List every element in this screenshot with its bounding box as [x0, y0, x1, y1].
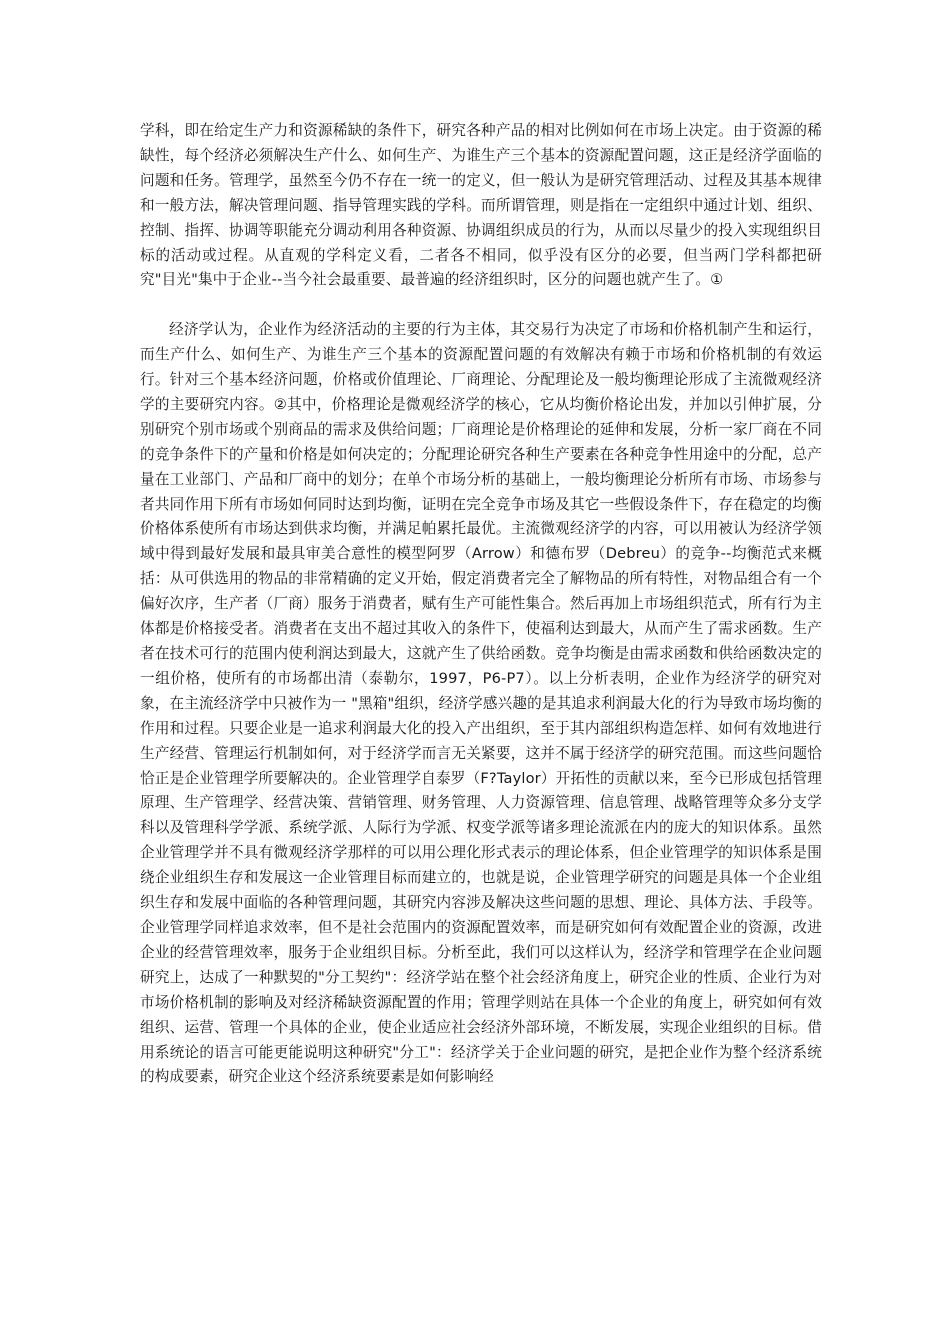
body-paragraph: 学科，即在给定生产力和资源稀缺的条件下，研究各种产品的相对比例如何在市场上决定。由于资源的稀缺性，每个经济必须解决生产什么、如何生产、为谁生产三个基本的资源配置问题，这正是经济学面临的问题和任务。管理学，虽然至今仍不存在一统一的定义，但一般认为是研究管理活动、过程及其基本规律和一般方法，解决管理问题、指导管理实践的学科。而所谓管理，则是指在一定组织中通过计划、组织、控制、指挥、协调等职能充分调动利用各种资源、协调组织成员的行为，从而以尽量少的投入实现组织目标的活动或过程。从直观的学科定义看，二者各不相同，似乎没有区分的必要，但当两门学科都把研究"目光"集中于企业--当今社会最重要、最普遍的经济组织时，区分的问题也就产生了。① [140, 122, 822, 289]
body-paragraph: 经济学认为，企业作为经济活动的主要的行为主体，其交易行为决定了市场和价格机制产生和运行，而生产什么、如何生产、为谁生产三个基本的资源配置问题的有效解决有赖于市场和价格机制的有效运行。针对三个基本经济问题，价格或价值理论、厂商理论、分配理论及一般均衡理论形成了主流微观经济学的主要研究内容。②其中，价格理论是微观经济学的核心，它从均衡价格论出发，并加以引伸扩展，分别研究个别市场或个别商品的需求及供给问题；厂商理论是价格理论的延伸和发展，分析一家厂商在不同的竞争条件下的产量和价格是如何决定的；分配理论研究各种生产要素在各种竞争性用途中的分配，总产量在工业部门、产品和厂商中的划分；在单个市场分析的基础上，一般均衡理论分析所有市场、市场参与者共同作用下所有市场如何同时达到均衡，证明在完全竞争市场及其它一些假设条件下，存在稳定的均衡价格体系使所有市场达到供求均衡，并满足帕累托最优。主流微观经济学的内容，可以用被认为经济学领域中得到最好发展和最具审美合意性的模型阿罗（Arrow）和德布罗（Debreu）的竞争--均衡范式来概括：从可供选用的物品的非常精确的定义开始，假定消费者完全了解物品的所有特性，对物品组合有一个偏好次序，生产者（厂商）服务于消费者，赋有生产可能性集合。然后再加上市场组织范式，所有行为主体都是价格接受者。消费者在支出不超过其收入的条件下，使福利达到最大，从而产生了需求函数。生产者在技术可行的范围内使利润达到最大，这就产生了供给函数。竞争均衡是由需求函数和供给函数决定的一组价格，使所有的市场都出清（泰勒尔，1997，P6-P7）。以上分析表明，企业作为经济学的研究对象，在主流经济学中只被作为一 "黑箱"组织，经济学感兴趣的是其追求利润最大化的行为导致市场均衡的作用和过程。只要企业是一追求利润最大化的投入产出组织，至于其内部组织构造怎样、如何有效地进行生产经营、管理运行机制如何，对于经济学而言无关紧要，这并不属于经济学的研究范围。而这些问题恰恰正是企业管理学所要解决的。企业管理学自泰罗（F?Taylor）开拓性的贡献以来，至今已形成包括管理原理、生产管理学、经营决策、营销管理、财务管理、人力资源管理、信息管理、战略管理等众多分支学科以及管理科学学派、系统学派、人际行为学派、权变学派等诸多理论流派在内的庞大的知识体系。虽然企业管理学并不具有微观经济学那样的可以用公理化形式表示的理论体系，但企业管理学的知识体系是围绕企业组织生存和发展这一企业管理目标而建立的，也就是说，企业管理学研究的问题是具体一个企业组织生存和发展中面临的各种管理问题，其研究内容涉及解决这些问题的思想、理论、具体方法、手段等。企业管理学同样追求效率，但不是社会范围内的资源配置效率，而是研究如何有效配置企业的资源，改进企业的经营管理效率，服务于企业组织目标。分析至此，我们可以这样认为，经济学和管理学在企业问题研究上，达成了一种默契的"分工契约"：经济学站在整个社会经济角度上，研究企业的性质、企业行为对市场价格机制的影响及对经济稀缺资源配置的作用；管理学则站在具体一个企业的角度上，研究如何有效组织、运营、管理一个具体的企业，使企业适应社会经济外部环境，不断发展，实现企业组织的目标。借用系统论的语言可能更能说明这种研究"分工"：经济学关于企业问题的研究，是把企业作为整个经济系统的构成要素，研究企业这个经济系统要素是如何影响经 [140, 321, 822, 1086]
document-page [140, 119, 822, 1090]
